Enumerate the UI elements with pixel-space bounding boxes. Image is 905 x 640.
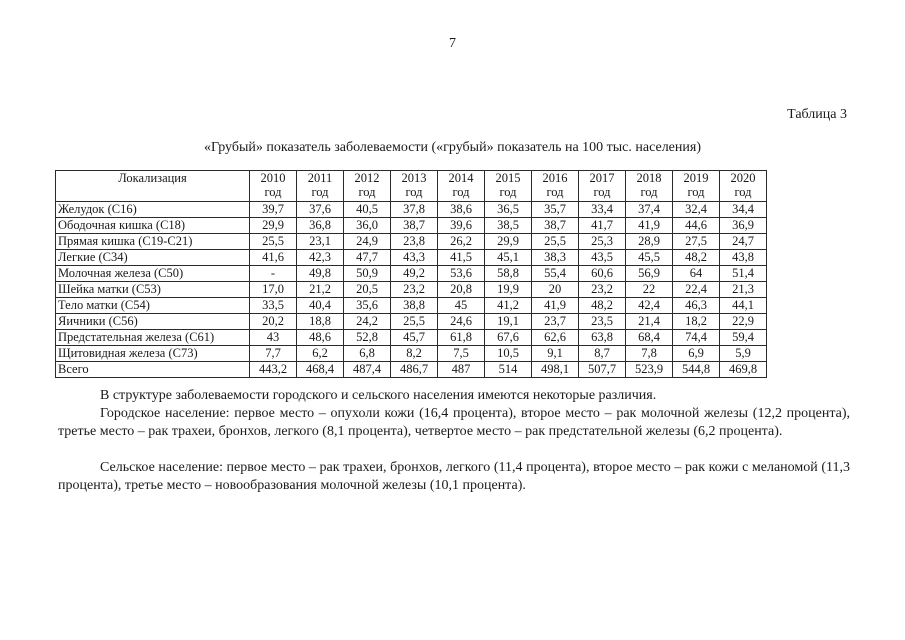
row-location: Тело матки (С54) [56,298,250,314]
row-value: 23,1 [297,234,344,250]
row-location: Шейка матки (С53) [56,282,250,298]
header-year-unit: год [264,185,282,199]
header-year-value: 2020 [730,171,756,185]
row-value: 41,9 [626,218,673,234]
table-header-row [56,171,767,202]
header-year-value: 2018 [636,171,662,185]
row-value: 23,2 [579,282,626,298]
row-value: 6,8 [344,346,391,362]
row-value: 37,8 [391,202,438,218]
row-value: 44,6 [673,218,720,234]
header-year-unit: год [593,185,611,199]
header-year-unit: год [452,185,470,199]
header-year-unit: год [311,185,329,199]
row-value: 41,5 [438,250,485,266]
row-location: Ободочная кишка (С18) [56,218,250,234]
row-value: 8,2 [391,346,438,362]
row-value: 44,1 [720,298,767,314]
row-value: 487,4 [344,362,391,378]
row-value: 35,7 [532,202,579,218]
row-location: Молочная железа (С50) [56,266,250,282]
header-year [391,171,438,202]
row-value: 41,2 [485,298,532,314]
header-year-value: 2019 [683,171,709,185]
row-location: Желудок (С16) [56,202,250,218]
header-year [532,171,579,202]
row-value: 34,4 [720,202,767,218]
row-value: 67,6 [485,330,532,346]
row-value: 48,6 [297,330,344,346]
header-year-unit: год [546,185,564,199]
header-year [438,171,485,202]
row-value: 20 [532,282,579,298]
row-value: 45 [438,298,485,314]
row-value: 36,9 [720,218,767,234]
row-value: 25,5 [391,314,438,330]
table-row [56,298,767,314]
row-value: 35,6 [344,298,391,314]
row-value: 21,3 [720,282,767,298]
row-value: 498,1 [532,362,579,378]
row-value: 40,5 [344,202,391,218]
row-value: 544,8 [673,362,720,378]
row-value: 47,7 [344,250,391,266]
row-value: 38,6 [438,202,485,218]
row-value: 40,4 [297,298,344,314]
row-value: 58,8 [485,266,532,282]
table-row [56,346,767,362]
header-year-unit: год [734,185,752,199]
row-value: 514 [485,362,532,378]
row-location: Легкие (С34) [56,250,250,266]
row-value: 41,9 [532,298,579,314]
header-year-value: 2016 [542,171,568,185]
row-value: - [250,266,297,282]
header-location: Локализация [56,171,250,202]
row-value: 25,5 [250,234,297,250]
row-value: 443,2 [250,362,297,378]
row-value: 61,8 [438,330,485,346]
header-year-unit: год [358,185,376,199]
table-row [56,282,767,298]
header-year-value: 2010 [260,171,286,185]
row-value: 21,2 [297,282,344,298]
row-value: 38,5 [485,218,532,234]
table-row [56,218,767,234]
row-value: 23,8 [391,234,438,250]
table-body [56,202,767,378]
row-value: 33,4 [579,202,626,218]
row-value: 59,4 [720,330,767,346]
row-value: 19,1 [485,314,532,330]
row-value: 24,9 [344,234,391,250]
paragraph-urban: Городское население: первое место – опухоли кожи (16,4 процента), второе место – рак молочной железы (12,2 процента), третье место – рак трахеи, бронхов, легкого (8,1 процента), четвертое место – рак предстательной железы (6,2 процента). [58,406,850,439]
table-row [56,330,767,346]
row-value: 43 [250,330,297,346]
row-value: 25,3 [579,234,626,250]
row-value: 39,7 [250,202,297,218]
row-value: 53,6 [438,266,485,282]
row-value: 487 [438,362,485,378]
row-value: 38,7 [532,218,579,234]
header-year-value: 2012 [354,171,380,185]
row-value: 39,6 [438,218,485,234]
row-location: Яичники (С56) [56,314,250,330]
paragraph-structure: В структуре заболеваемости городского и сельского населения имеются некоторые различия. [100,388,657,403]
row-location: Щитовидная железа (С73) [56,346,250,362]
header-year [720,171,767,202]
row-value: 7,8 [626,346,673,362]
row-value: 23,7 [532,314,579,330]
row-value: 20,8 [438,282,485,298]
row-value: 60,6 [579,266,626,282]
header-year-unit: год [687,185,705,199]
row-value: 17,0 [250,282,297,298]
row-value: 50,9 [344,266,391,282]
table-title: «Грубый» показатель заболеваемости («грубый» показатель на 100 тыс. населения) [204,140,701,155]
row-location: Всего [56,362,250,378]
row-value: 23,5 [579,314,626,330]
row-value: 45,1 [485,250,532,266]
header-year-value: 2014 [448,171,474,185]
row-value: 41,6 [250,250,297,266]
row-value: 486,7 [391,362,438,378]
row-value: 507,7 [579,362,626,378]
row-value: 6,9 [673,346,720,362]
table-row [56,362,767,378]
row-value: 37,4 [626,202,673,218]
row-value: 48,2 [673,250,720,266]
row-location: Предстательная железа (С61) [56,330,250,346]
row-value: 20,5 [344,282,391,298]
row-value: 38,7 [391,218,438,234]
header-year [250,171,297,202]
row-value: 48,2 [579,298,626,314]
header-year-value: 2017 [589,171,615,185]
table-row [56,202,767,218]
header-year [579,171,626,202]
row-value: 23,2 [391,282,438,298]
paragraph-rural: Сельское население: первое место – рак трахеи, бронхов, легкого (11,4 процента), второе место – рак кожи с меланомой (11,3 процента), третье место – новообразования молочной железы (10,1 процента). [58,460,850,493]
row-value: 51,4 [720,266,767,282]
header-year [485,171,532,202]
row-value: 25,5 [532,234,579,250]
row-value: 43,3 [391,250,438,266]
row-value: 49,2 [391,266,438,282]
header-year [626,171,673,202]
row-value: 22,4 [673,282,720,298]
row-value: 36,5 [485,202,532,218]
row-value: 24,6 [438,314,485,330]
row-value: 20,2 [250,314,297,330]
header-year-unit: год [405,185,423,199]
incidence-table [55,170,767,378]
table-row [56,314,767,330]
row-value: 27,5 [673,234,720,250]
row-value: 64 [673,266,720,282]
row-value: 56,9 [626,266,673,282]
row-value: 68,4 [626,330,673,346]
table-label: Таблица 3 [787,107,847,122]
row-value: 46,3 [673,298,720,314]
row-value: 10,5 [485,346,532,362]
row-value: 62,6 [532,330,579,346]
header-year-value: 2015 [495,171,521,185]
header-year-unit: год [640,185,658,199]
row-value: 26,2 [438,234,485,250]
row-value: 18,2 [673,314,720,330]
header-year [673,171,720,202]
row-value: 22 [626,282,673,298]
row-value: 42,4 [626,298,673,314]
row-location: Прямая кишка (С19-С21) [56,234,250,250]
row-value: 38,3 [532,250,579,266]
row-value: 7,7 [250,346,297,362]
row-value: 41,7 [579,218,626,234]
row-value: 45,5 [626,250,673,266]
header-year [297,171,344,202]
row-value: 18,8 [297,314,344,330]
row-value: 32,4 [673,202,720,218]
row-value: 22,9 [720,314,767,330]
row-value: 24,7 [720,234,767,250]
row-value: 29,9 [250,218,297,234]
header-year [344,171,391,202]
row-value: 33,5 [250,298,297,314]
row-value: 523,9 [626,362,673,378]
table-row [56,234,767,250]
header-year-unit: год [499,185,517,199]
row-value: 38,8 [391,298,438,314]
row-value: 469,8 [720,362,767,378]
row-value: 24,2 [344,314,391,330]
row-value: 36,0 [344,218,391,234]
row-value: 43,8 [720,250,767,266]
row-value: 43,5 [579,250,626,266]
table-row [56,266,767,282]
row-value: 55,4 [532,266,579,282]
row-value: 52,8 [344,330,391,346]
row-value: 21,4 [626,314,673,330]
row-value: 7,5 [438,346,485,362]
header-year-value: 2011 [307,171,333,185]
page-number: 7 [449,36,456,51]
row-value: 19,9 [485,282,532,298]
row-value: 9,1 [532,346,579,362]
row-value: 36,8 [297,218,344,234]
row-value: 468,4 [297,362,344,378]
header-year-value: 2013 [401,171,427,185]
row-value: 28,9 [626,234,673,250]
row-value: 49,8 [297,266,344,282]
row-value: 29,9 [485,234,532,250]
row-value: 8,7 [579,346,626,362]
row-value: 63,8 [579,330,626,346]
row-value: 6,2 [297,346,344,362]
row-value: 42,3 [297,250,344,266]
row-value: 45,7 [391,330,438,346]
row-value: 74,4 [673,330,720,346]
table-row [56,250,767,266]
row-value: 37,6 [297,202,344,218]
row-value: 5,9 [720,346,767,362]
